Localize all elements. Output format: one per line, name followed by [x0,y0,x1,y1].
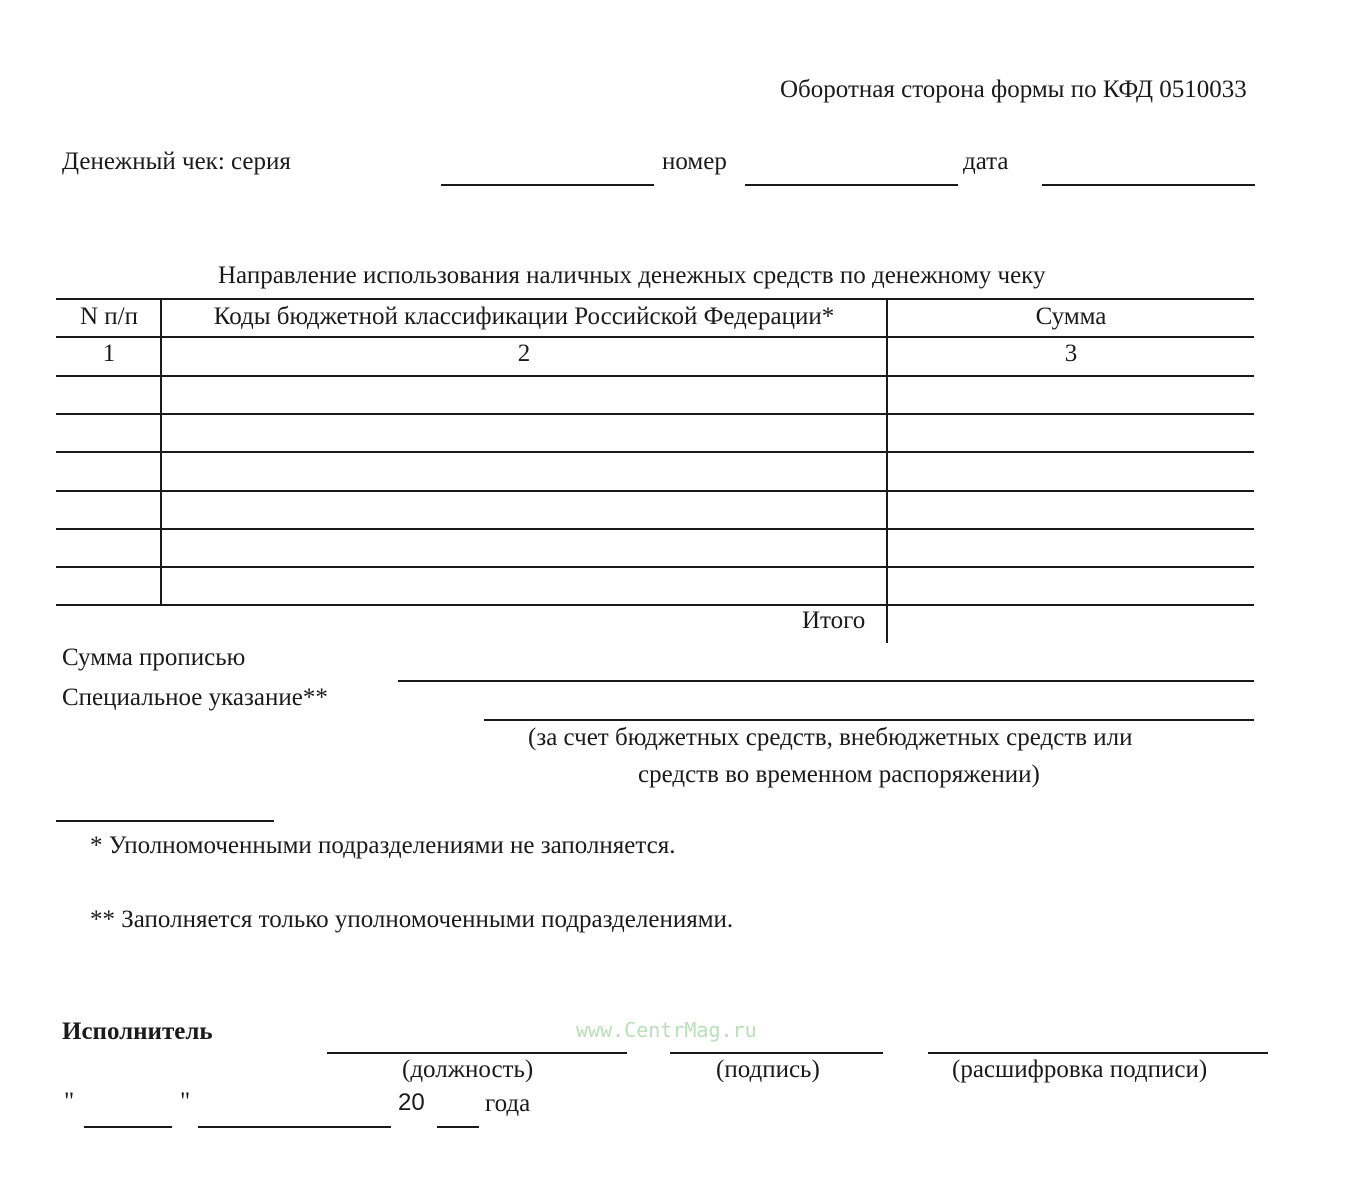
series-blank [441,184,654,186]
position-caption: (должность) [402,1056,534,1083]
special-instruction-label: Специальное указание** [62,684,328,711]
month-blank [198,1126,391,1128]
special-instruction-blank [484,719,1254,721]
table-title: Направление использования наличных денежных средств по денежному чеку [218,262,1046,289]
year-blank [437,1126,479,1128]
cheque-series-label: Денежный чек: серия [62,148,291,175]
cheque-number-label: номер [662,148,727,175]
col-header-number: N п/п [79,303,138,330]
sign-blank [670,1052,883,1054]
table-rule [56,413,1254,415]
cheque-date-label: дата [963,148,1009,175]
position-blank [327,1052,627,1054]
total-label: Итого [802,607,866,634]
number-blank [745,184,958,186]
special-instruction-note-1: (за счет бюджетных средств, внебюджетных средств или [528,724,1133,751]
col-header-sum: Сумма [1035,303,1107,330]
table-rule [56,604,1254,606]
footnote-separator [56,820,274,822]
year-prefix: 20 [398,1089,425,1116]
year-suffix: года [485,1090,531,1117]
table-rule [56,490,1254,492]
decoding-caption: (расшифровка подписи) [952,1056,1208,1083]
col-index-2: 2 [517,340,531,367]
day-blank [84,1126,172,1128]
table-rule [56,451,1254,453]
col-header-codes: Коды бюджетной классификации Российской Федерации* [213,303,835,330]
table-rule [56,528,1254,530]
executor-label: Исполнитель [62,1018,213,1045]
watermark-text: www.CentrMag.ru [576,1018,757,1042]
footnote-1: * Уполномоченными подразделениями не заполняется. [90,832,676,859]
special-instruction-note-2: средств во временном распоряжении) [638,761,1040,788]
decoding-blank [928,1052,1268,1054]
date-blank [1042,184,1255,186]
footnote-2: ** Заполняется только уполномоченными подразделениями. [90,906,734,933]
col-index-3: 3 [1064,340,1078,367]
sum-in-words-blank [398,680,1254,682]
form-side-label: Оборотная сторона формы по КФД 0510033 [780,76,1247,103]
table-rule [56,375,1254,377]
quote-close: " [180,1088,191,1115]
sum-in-words-label: Сумма прописью [62,644,246,671]
table-rule [56,298,1254,300]
col-index-1: 1 [102,340,116,367]
sign-caption: (подпись) [716,1056,820,1083]
table-rule [56,566,1254,568]
table-rule [56,336,1254,338]
quote-open: " [64,1088,75,1115]
